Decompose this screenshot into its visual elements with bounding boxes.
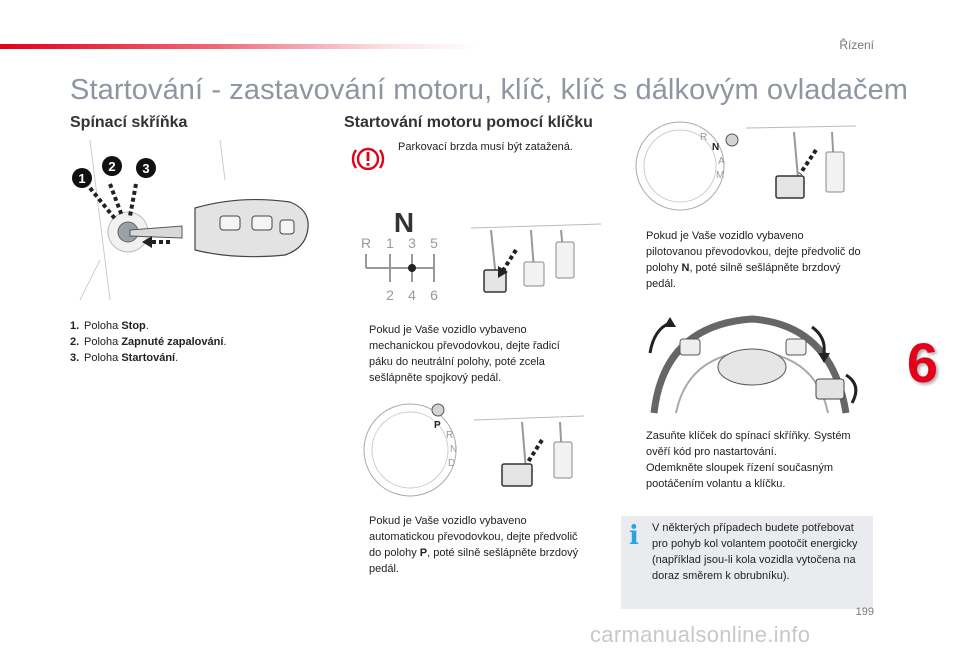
legend-item: 1. Poloha Stop. <box>70 320 149 332</box>
info-text: V některých případech budete potřebovat pro pohyb kol volantem pootočit energicky (například jsou-li kola vozidla vytočena na doraz směrem k obrubníku). <box>652 522 858 582</box>
info-icon: i <box>629 521 639 551</box>
header-accent-bar <box>0 44 480 49</box>
selector-letter: M <box>716 170 725 181</box>
watermark: carmanualsonline.info <box>590 622 811 647</box>
gear-label: 4 <box>408 287 416 303</box>
gear-label: 2 <box>386 287 394 303</box>
selector-letter: N <box>450 444 458 455</box>
page-title: Startování - zastavování motoru, klíč, klíč s dálkovým ovladačem <box>70 74 909 106</box>
brake-warning-icon <box>350 143 386 175</box>
insert-key-instruction: Zasuňte klíček do spínací skříňky. Systém ověří kód pro nastartování. <box>646 430 851 458</box>
gear-label: 6 <box>430 287 438 303</box>
parking-brake-warning: Parkovací brzda musí být zatažená. <box>398 141 573 153</box>
gear-label: 5 <box>430 235 438 251</box>
legend-item: 3. Poloha Startování. <box>70 352 179 364</box>
selector-letter: D <box>448 458 456 469</box>
callout-3-label: 3 <box>142 161 150 176</box>
selector-letter: N <box>712 142 720 153</box>
gear-label: R <box>360 235 372 251</box>
info-box <box>621 516 873 609</box>
automatic-gearbox-instruction: Pokud je Vaše vozidlo vybaveno automatickou převodovkou, dejte předvolič do polohy P, poté silně sešlápněte brzdový pedál. <box>369 515 579 575</box>
manual-gearbox-illustration <box>356 200 616 310</box>
selector-letter: R <box>700 132 708 143</box>
gear-label: 1 <box>386 235 394 251</box>
selector-letter: P <box>434 420 441 431</box>
page-number: 199 <box>855 606 874 618</box>
chapter-tab-number: 6 <box>906 331 938 394</box>
ignition-legend <box>70 318 310 366</box>
gear-label: 3 <box>408 235 416 251</box>
steering-wheel-illustration <box>636 305 866 417</box>
unlock-steering-instruction: Odemkněte sloupek řízení současným pootáčením volantu a klíčku. <box>646 462 834 490</box>
ignition-switch-illustration <box>70 140 320 300</box>
selector-letter: A <box>718 156 725 167</box>
manual-gearbox-instruction: Pokud je Vaše vozidlo vybaveno mechanickou převodovkou, dejte řadicí páku do neutrální polohy, poté zcela sešlápněte spojkový pedál. <box>369 324 560 384</box>
ignition-switch-heading: Spínací skříňka <box>70 114 188 131</box>
chapter-name: Řízení <box>839 38 874 52</box>
gear-neutral-label: N <box>393 207 415 238</box>
selector-letter: R <box>446 430 454 441</box>
pilot-gearbox-illustration <box>634 120 864 212</box>
callout-1-label: 1 <box>78 171 86 186</box>
callout-2-label: 2 <box>108 159 116 174</box>
pilot-gearbox-instruction: Pokud je Vaše vozidlo vybaveno pilotovanou převodovkou, dejte předvolič do polohy N, poté silně sešlápněte brzdový pedál. <box>646 230 861 290</box>
automatic-gearbox-illustration <box>362 398 592 498</box>
legend-item: 2. Poloha Zapnuté zapalování. <box>70 336 227 348</box>
key-start-heading: Startování motoru pomocí klíčku <box>344 114 593 131</box>
